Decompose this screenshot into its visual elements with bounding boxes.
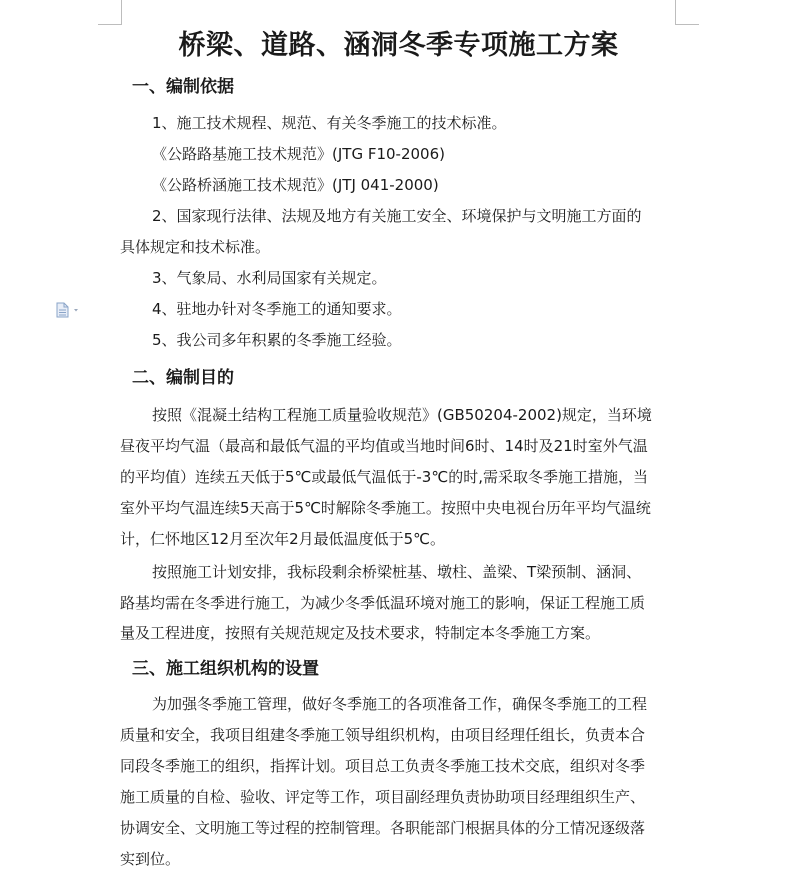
paragraph-line: 计，仁怀地区12月至次年2月最低温度低于5℃。 (120, 530, 446, 548)
paragraph-line: 具体规定和技术标准。 (120, 238, 271, 256)
paragraph-line: 昼夜平均气温（最高和最低气温的平均值或当地时间6时、14时及21时室外气温 (120, 437, 648, 455)
paragraph-line: 协调安全、文明施工等过程的控制管理。各职能部门根据具体的分工情况逐级落 (120, 819, 646, 837)
paragraph-line: 5、我公司多年积累的冬季施工经验。 (152, 331, 402, 349)
paragraph-line: 路基均需在冬季进行施工，为减少冬季低温环境对施工的影响，保证工程施工质 (120, 594, 646, 612)
paragraph-line: 为加强冬季施工管理，做好冬季施工的各项准备工作，确保冬季施工的工程 (152, 695, 648, 713)
crop-mark-left (121, 0, 122, 24)
paragraph-line: 《公路路基施工技术规范》(JTG F10-2006) (152, 145, 445, 163)
section-heading: 一、编制依据 (132, 77, 234, 97)
paragraph-line: 室外平均气温连续5天高于5℃时解除冬季施工。按照中央电视台历年平均气温统 (120, 499, 651, 517)
paragraph-line: 1、施工技术规程、规范、有关冬季施工的技术标准。 (152, 114, 507, 132)
paragraph-line: 量及工程进度，按照有关规范规定及技术要求，特制定本冬季施工方案。 (120, 624, 601, 642)
paragraph-line: 4、驻地办针对冬季施工的通知要求。 (152, 300, 402, 318)
paragraph-line: 按照《混凝土结构工程施工质量验收规范》(GB50204-2002)规定，当环境 (152, 406, 652, 424)
paragraph-line: 按照施工计划安排，我标段剩余桥梁桩基、墩柱、盖梁、T梁预制、涵洞、 (152, 563, 642, 581)
paragraph-line: 施工质量的自检、验收、评定等工作，项目副经理负责协助项目经理组织生产、 (120, 788, 646, 806)
page-title: 桥梁、道路、涵洞冬季专项施工方案 (178, 30, 619, 61)
paragraph-line: 的平均值）连续五天低于5℃或最低气温低于-3℃的时,需采取冬季施工措施，当 (120, 468, 648, 486)
section-heading: 二、编制目的 (132, 368, 234, 388)
section-heading: 三、施工组织机构的设置 (132, 659, 319, 679)
paragraph-line: 《公路桥涵施工技术规范》(JTJ 041-2000) (152, 176, 439, 194)
document-icon[interactable] (55, 302, 85, 318)
paragraph-line: 同段冬季施工的组织，指挥计划。项目总工负责冬季施工技术交底，组织对冬季 (120, 757, 646, 775)
paragraph-line: 质量和安全，我项目组建冬季施工领导组织机构，由项目经理任组长，负责本合 (120, 726, 646, 744)
crop-mark-right (675, 0, 676, 24)
paragraph-line: 3、气象局、水利局国家有关规定。 (152, 269, 387, 287)
paragraph-line: 2、国家现行法律、法规及地方有关施工安全、环境保护与文明施工方面的 (152, 207, 642, 225)
paragraph-line: 实到位。 (120, 850, 181, 868)
